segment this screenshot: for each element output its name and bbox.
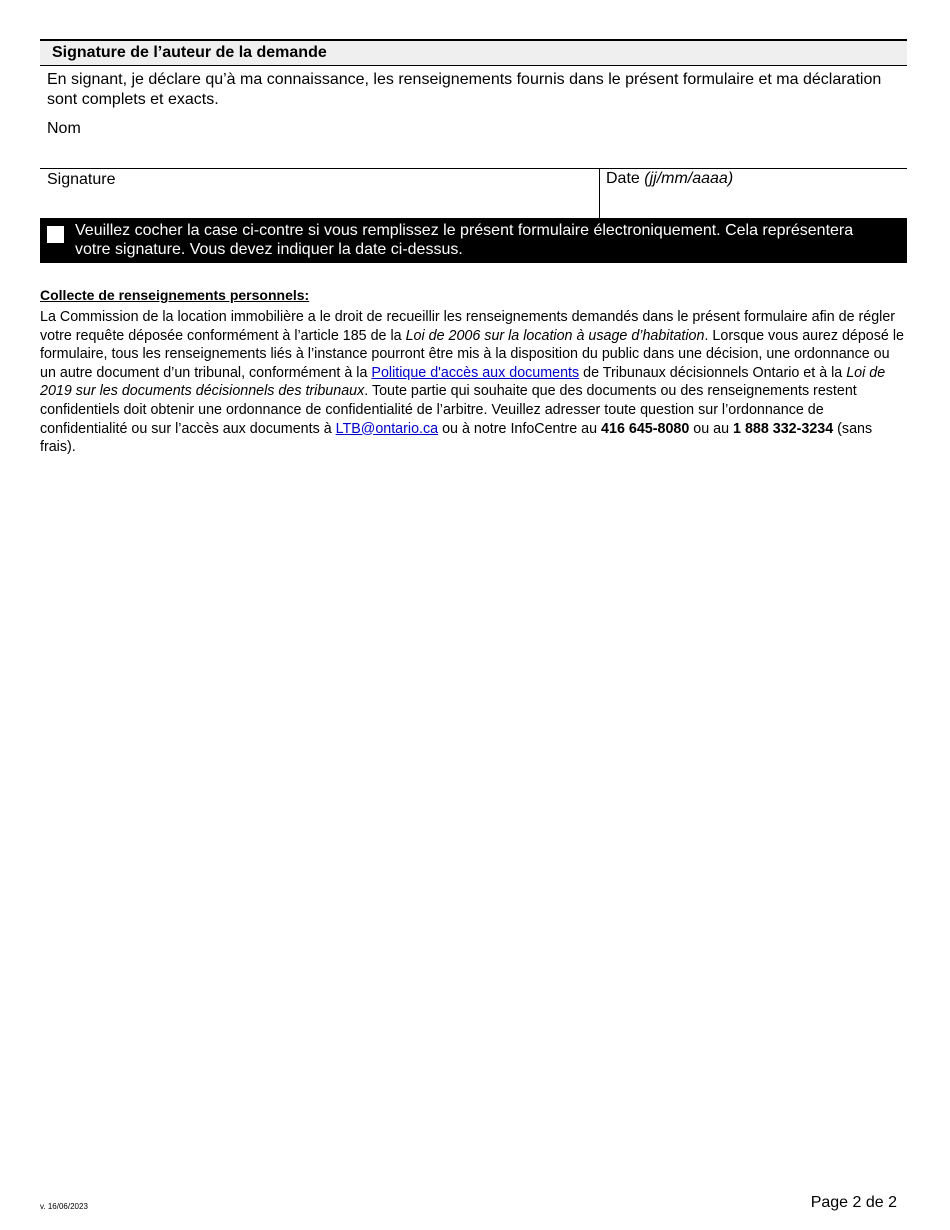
privacy-text-4: . Toute partie qui souhaite que des documents ou des renseignements restent confidentiels doit obtenir une ordonnance de confidentialité de l’arbitre. Veuillez adresser toute question sur l’ordonnance de confidentialité ou sur l’accès aux documents à xyxy=(40,383,857,437)
date-label-text: Date xyxy=(606,170,640,187)
form-version: v. 16/06/2023 xyxy=(40,1202,88,1211)
signature-section-header: Signature de l’auteur de la demande xyxy=(40,39,907,66)
privacy-text-1: La Commission de la location immobilière a le droit de recueillir les renseignements demandés dans le présent formulaire afin de régler votre requête déposée conformément à l’article 185 de la xyxy=(40,309,896,344)
law-title-rta: Loi de 2006 sur la location à usage d’habitation xyxy=(405,327,705,344)
date-format-hint: (jj/mm/aaaa) xyxy=(644,170,734,187)
privacy-text-6: ou au xyxy=(689,420,734,437)
privacy-text-2: . Lorsque vous aurez déposé le formulaire, tous les renseignements liés à l’instance pourront être mis à la disposition du public dans une décision, une ordonnance ou un autre document d’un tribunal, conformément à la xyxy=(40,327,904,381)
toll-free-phone: 1 888 332-3234 xyxy=(733,420,834,437)
page-number: Page 2 de 2 xyxy=(810,1194,897,1211)
name-field[interactable] xyxy=(40,140,907,169)
infocentre-phone: 416 645-8080 xyxy=(601,420,690,437)
privacy-section-title: Collecte de renseignements personnels: xyxy=(40,287,310,303)
date-label xyxy=(606,169,733,189)
electronic-signature-bar xyxy=(40,218,907,263)
electronic-signature-checkbox[interactable] xyxy=(47,226,64,243)
signature-field[interactable] xyxy=(40,169,600,218)
name-label: Nom xyxy=(47,120,81,137)
privacy-paragraph xyxy=(40,308,905,457)
privacy-text-5: ou à notre InfoCentre au xyxy=(438,420,602,437)
privacy-text-3: de Tribunaux décisionnels Ontario et à la xyxy=(579,364,847,381)
access-policy-link[interactable]: Politique d'accès aux documents xyxy=(371,364,580,381)
law-title-tribunal-docs: Loi de 2019 sur les documents décisionnels des tribunaux xyxy=(40,364,886,400)
date-field[interactable] xyxy=(600,169,907,218)
ltb-email-link[interactable]: LTB@ontario.ca xyxy=(335,420,439,437)
signature-declaration: En signant, je déclare qu’à ma connaissance, les renseignements fournis dans le présent formulaire et ma déclaration sont complets et exacts. xyxy=(47,71,882,108)
privacy-text-7: (sans frais). xyxy=(40,420,873,456)
signature-label: Signature xyxy=(47,171,116,188)
electronic-signature-text: Veuillez cocher la case ci-contre si vous remplissez le présent formulaire électroniquement. Cela représentera votre signature. Vous devez indiquer la date ci-dessus. xyxy=(75,222,854,258)
